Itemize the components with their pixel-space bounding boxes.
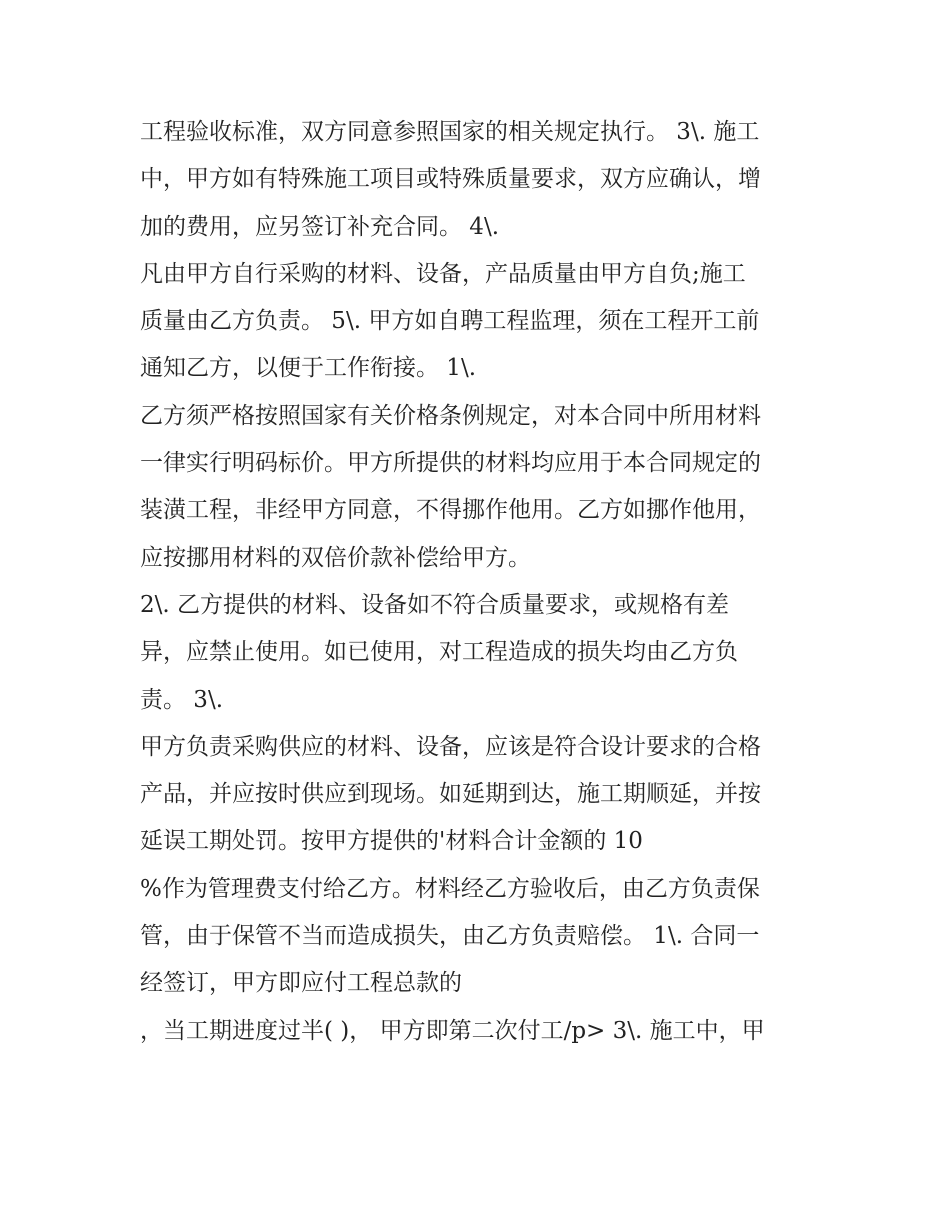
text-line: 产品，并应按时供应到现场。如延期到达，施工期顺延，并按 — [140, 781, 761, 808]
text-line: 异，应禁止使用。如已使用，对工程造成的损失均由乙方负 — [140, 639, 738, 666]
text-line: 一律实行明码标价。甲方所提供的材料均应用于本合同规定的 — [140, 450, 761, 477]
text-line: 责。 3\. — [140, 686, 224, 713]
text-line: 管，由于保管不当而造成损失，由乙方负责赔偿。 1\. 合同一 — [140, 923, 760, 950]
text-line: 乙方须严格按照国家有关价格条例规定，对本合同中所用材料 — [140, 402, 761, 429]
text-line: 延误工期处罚。按甲方提供的'材料合计金额的 10 — [140, 828, 643, 855]
text-line: 2\. 乙方提供的材料、设备如不符合质量要求，或规格有差 — [140, 591, 730, 618]
text-line: 应按挪用材料的双倍价款补偿给甲方。 — [140, 544, 531, 571]
text-line: 经签订，甲方即应付工程总款的 — [140, 970, 462, 997]
text-line: 加的费用，应另签订补充合同。 4\. — [140, 213, 500, 240]
contract-text-block — [140, 112, 820, 1058]
text-line: 甲方负责采购供应的材料、设备，应该是符合设计要求的合格 — [140, 733, 761, 760]
text-line: 质量由乙方负责。 5\. 甲方如自聘工程监理，须在工程开工前 — [140, 308, 760, 335]
text-line: 工程验收标准，双方同意参照国家的相关规定执行。 3\. 施工 — [140, 119, 760, 145]
text-line: 通知乙方，以便于工作衔接。 1\. — [140, 355, 477, 382]
text-line: %作为管理费支付给乙方。材料经乙方验收后，由乙方负责保 — [140, 875, 760, 902]
text-line: 中，甲方如有特殊施工项目或特殊质量要求，双方应确认，增 — [140, 166, 761, 193]
text-line: 装潢工程，非经甲方同意，不得挪作他用。乙方如挪作他用， — [140, 497, 761, 524]
text-line: ，当工期进度过半( )， 甲方即第二次付工/p> 3\. 施工中，甲 — [140, 1017, 765, 1044]
text-line: 凡由甲方自行采购的材料、设备，产品质量由甲方自负;施工 — [140, 260, 746, 287]
